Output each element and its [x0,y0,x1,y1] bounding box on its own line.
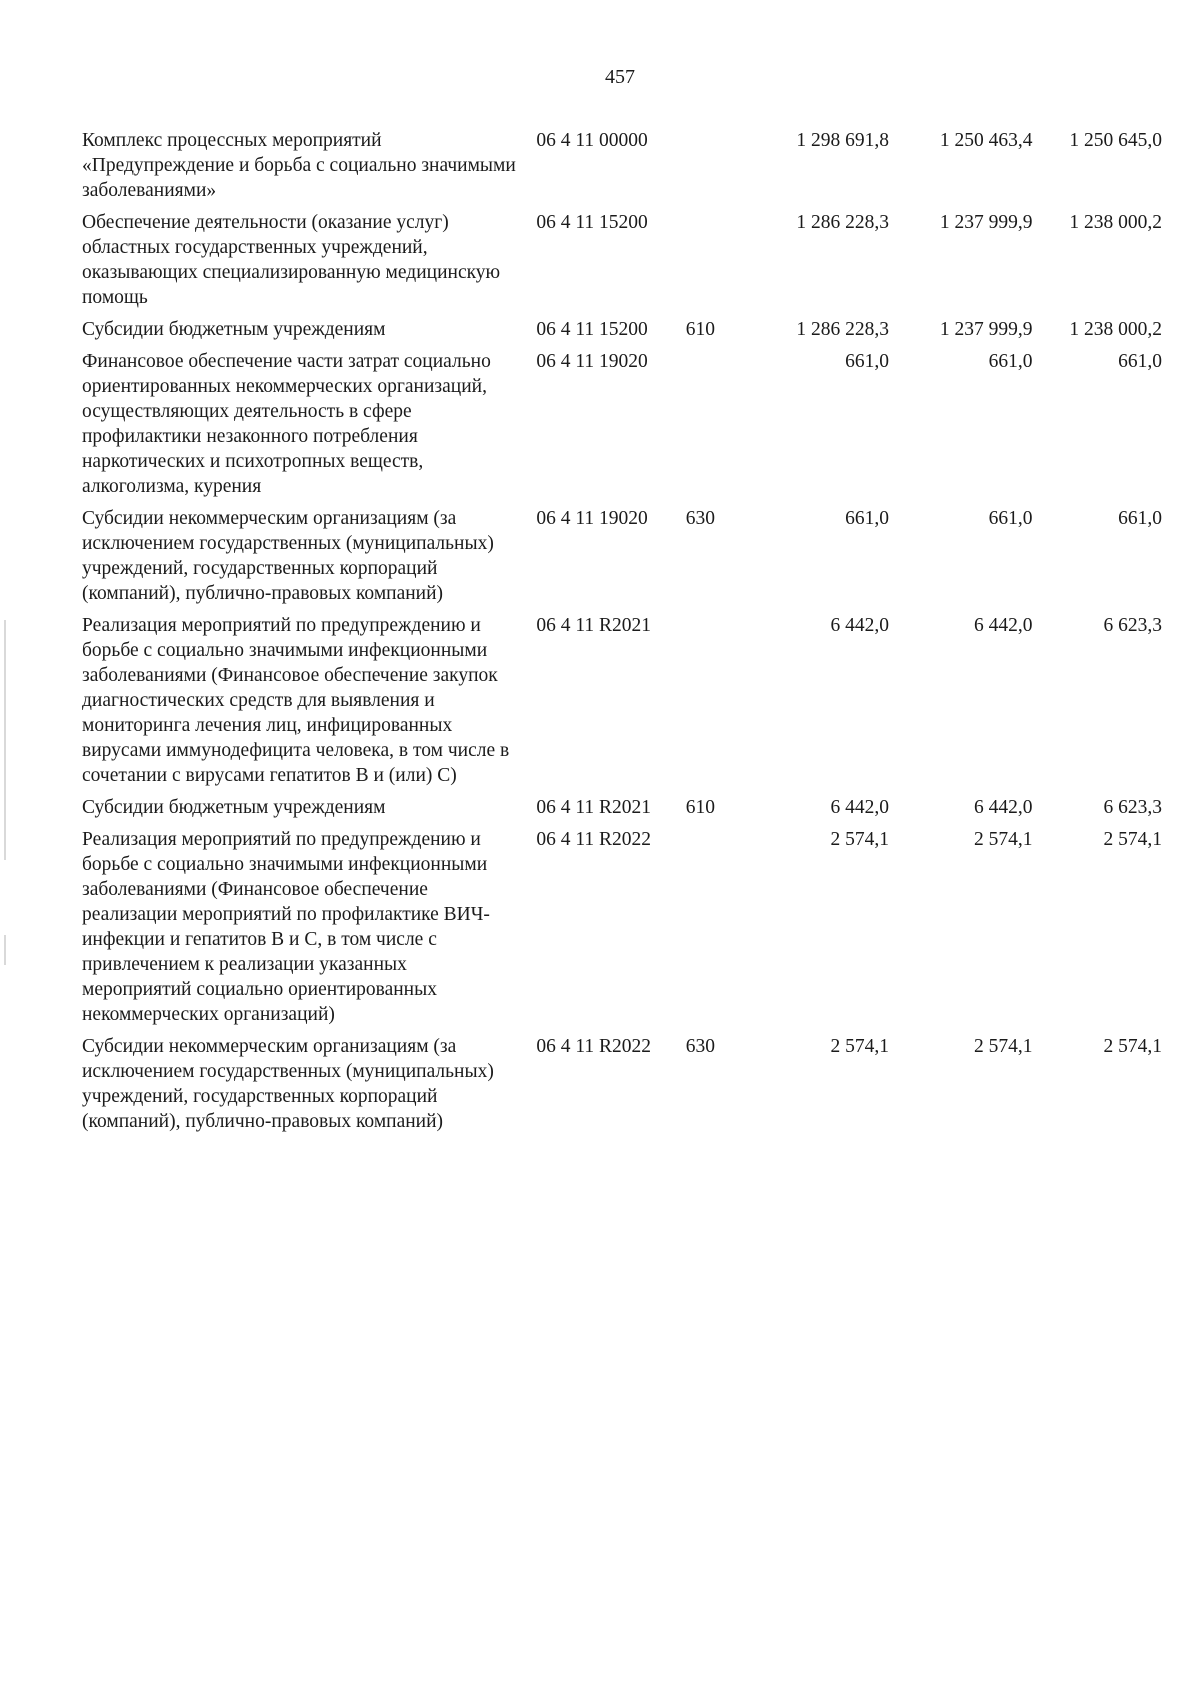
scan-edge-mark [4,620,6,860]
row-name: Субсидии некоммерческим организациям (за исключением государственных (муниципальных) учреждений, государственных корпораций (компаний), публично-правовых компаний) [82,1036,494,1132]
row-code: 06 4 11 R2021 [536,615,652,636]
row-amount-1: 1 298 691,8 [796,130,890,151]
row-name: Реализация мероприятий по предупреждению и борьбе с социально значимыми инфекционными заболеваниями (Финансовое обеспечение закупок диагностических средств для выявления и мониторинга лечения лиц, инфицированных вирусами иммунодефицита человека, в том числе в сочетании с вирусами гепатитов В и (или) С) [82,615,510,786]
row-amount-2: 1 237 999,9 [939,212,1033,233]
row-amount-3: 1 238 000,2 [1069,212,1162,233]
row-name: Финансовое обеспечение части затрат социально ориентированных некоммерческих организаций, осуществляющих деятельность в сфере профилактики незаконного потребления наркотических и психотропных веществ, алкоголизма, курения [82,351,491,497]
row-name: Обеспечение деятельности (оказание услуг) областных государственных учреждений, оказывающих специализированную медицинскую помощь [82,212,501,308]
row-name: Субсидии некоммерческим организациям (за исключением государственных (муниципальных) учреждений, государственных корпораций (компаний), публично-правовых компаний) [82,508,494,604]
budget-table [82,128,1162,1141]
row-amount-1: 2 574,1 [830,1036,890,1057]
scan-edge-mark [4,935,6,965]
row-amount-2: 661,0 [988,351,1033,372]
row-amount-3: 661,0 [1118,508,1162,529]
table-row [82,349,1162,499]
row-code: 06 4 11 R2021 [536,797,652,818]
row-amount-2: 1 237 999,9 [939,319,1033,340]
row-amount-3: 1 250 645,0 [1069,130,1162,151]
row-code: 06 4 11 19020 [536,351,648,372]
row-amount-1: 6 442,0 [830,797,890,818]
page-number: 457 [605,66,635,88]
table-row [82,795,1162,820]
row-amount-1: 1 286 228,3 [796,212,890,233]
row-code: 06 4 11 15200 [536,319,648,340]
row-amount-2: 6 442,0 [973,797,1033,818]
row-expense-type: 610 [685,797,716,818]
row-amount-1: 661,0 [845,351,890,372]
row-amount-3: 6 623,3 [1103,615,1162,636]
table-row [82,128,1162,203]
row-amount-3: 1 238 000,2 [1069,319,1162,340]
row-amount-1: 6 442,0 [830,615,890,636]
row-code: 06 4 11 00000 [536,130,648,151]
table-row [82,506,1162,606]
row-amount-2: 2 574,1 [973,1036,1033,1057]
row-name: Субсидии бюджетным учреждениям [82,797,386,818]
table-row [82,317,1162,342]
row-amount-3: 2 574,1 [1103,1036,1162,1057]
row-name: Реализация мероприятий по предупреждению и борьбе с социально значимыми инфекционными заболеваниями (Финансовое обеспечение реализации мероприятий по профилактике ВИЧ-инфекции и гепатитов В и С, в том числе с привлечением к реализации указанных мероприятий социально ориентированных некоммерческих организаций) [82,829,490,1025]
row-expense-type: 610 [685,319,716,340]
row-expense-type: 630 [685,508,716,529]
table-row [82,210,1162,310]
row-amount-2: 6 442,0 [973,615,1033,636]
row-amount-3: 6 623,3 [1103,797,1162,818]
row-amount-3: 661,0 [1118,351,1162,372]
row-code: 06 4 11 19020 [536,508,648,529]
row-amount-1: 661,0 [845,508,890,529]
row-amount-2: 661,0 [988,508,1033,529]
table-row [82,1034,1162,1134]
row-amount-2: 1 250 463,4 [939,130,1033,151]
row-name: Комплекс процессных мероприятий «Предупреждение и борьба с социально значимыми заболеваниями» [82,130,516,201]
row-amount-3: 2 574,1 [1103,829,1162,850]
row-code: 06 4 11 15200 [536,212,648,233]
row-amount-1: 1 286 228,3 [796,319,890,340]
row-code: 06 4 11 R2022 [536,829,652,850]
row-amount-2: 2 574,1 [973,829,1033,850]
row-name: Субсидии бюджетным учреждениям [82,319,386,340]
row-expense-type: 630 [685,1036,716,1057]
table-row [82,827,1162,1027]
table-row [82,613,1162,788]
row-amount-1: 2 574,1 [830,829,890,850]
row-code: 06 4 11 R2022 [536,1036,652,1057]
